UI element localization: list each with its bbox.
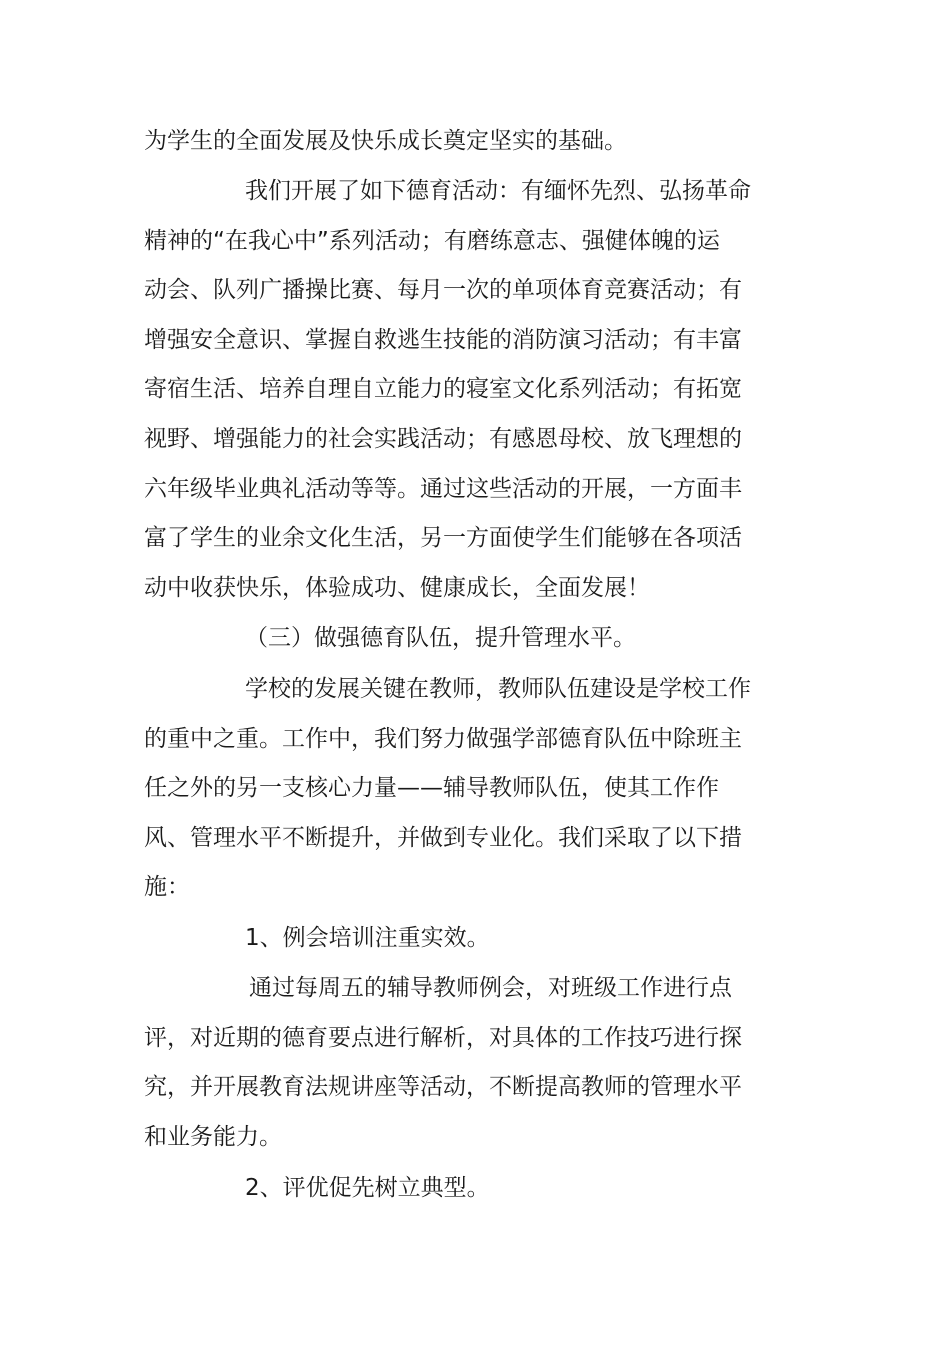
text-line: 评，对近期的德育要点进行解析，对具体的工作技巧进行探 [144, 1025, 742, 1051]
paragraph-first-line: 学校的发展关键在教师，教师队伍建设是学校工作 [245, 676, 751, 702]
section-heading: （三）做强德育队伍，提升管理水平。 [245, 625, 636, 651]
text-line: 动中收获快乐，体验成功、健康成长，全面发展！ [144, 575, 650, 601]
paragraph-first-line: 通过每周五的辅导教师例会，对班级工作进行点 [249, 975, 732, 1001]
text-line: 精神的“在我心中”系列活动；有磨练意志、强健体魄的运 [144, 228, 720, 254]
text-line: 富了学生的业余文化生活，另一方面使学生们能够在各项活 [144, 525, 742, 551]
text-line: 风、管理水平不断提升，并做到专业化。我们采取了以下措 [144, 825, 742, 851]
text-line: 六年级毕业典礼活动等等。通过这些活动的开展，一方面丰 [144, 476, 742, 502]
text-line: 增强安全意识、掌握自救逃生技能的消防演习活动；有丰富 [144, 327, 742, 353]
text-line: 的重中之重。工作中，我们努力做强学部德育队伍中除班主 [144, 726, 742, 752]
text-line: 任之外的另一支核心力量——辅导教师队伍，使其工作作 [144, 775, 719, 801]
text-line: 视野、增强能力的社会实践活动；有感恩母校、放飞理想的 [144, 426, 742, 452]
text-line: 和业务能力。 [144, 1124, 282, 1150]
text-line: 为学生的全面发展及快乐成长奠定坚实的基础。 [144, 128, 627, 154]
text-line: 寄宿生活、培养自理自立能力的寝室文化系列活动；有拓宽 [144, 376, 742, 402]
text-line: 施： [144, 874, 190, 900]
text-line: 动会、队列广播操比赛、每月一次的单项体育竞赛活动；有 [144, 277, 742, 303]
numbered-subheading: 1、例会培训注重实效。 [245, 925, 490, 951]
numbered-subheading: 2、评优促先树立典型。 [245, 1175, 490, 1201]
paragraph-first-line: 我们开展了如下德育活动：有缅怀先烈、弘扬革命 [245, 178, 751, 204]
text-line: 究，并开展教育法规讲座等活动，不断提高教师的管理水平 [144, 1074, 742, 1100]
